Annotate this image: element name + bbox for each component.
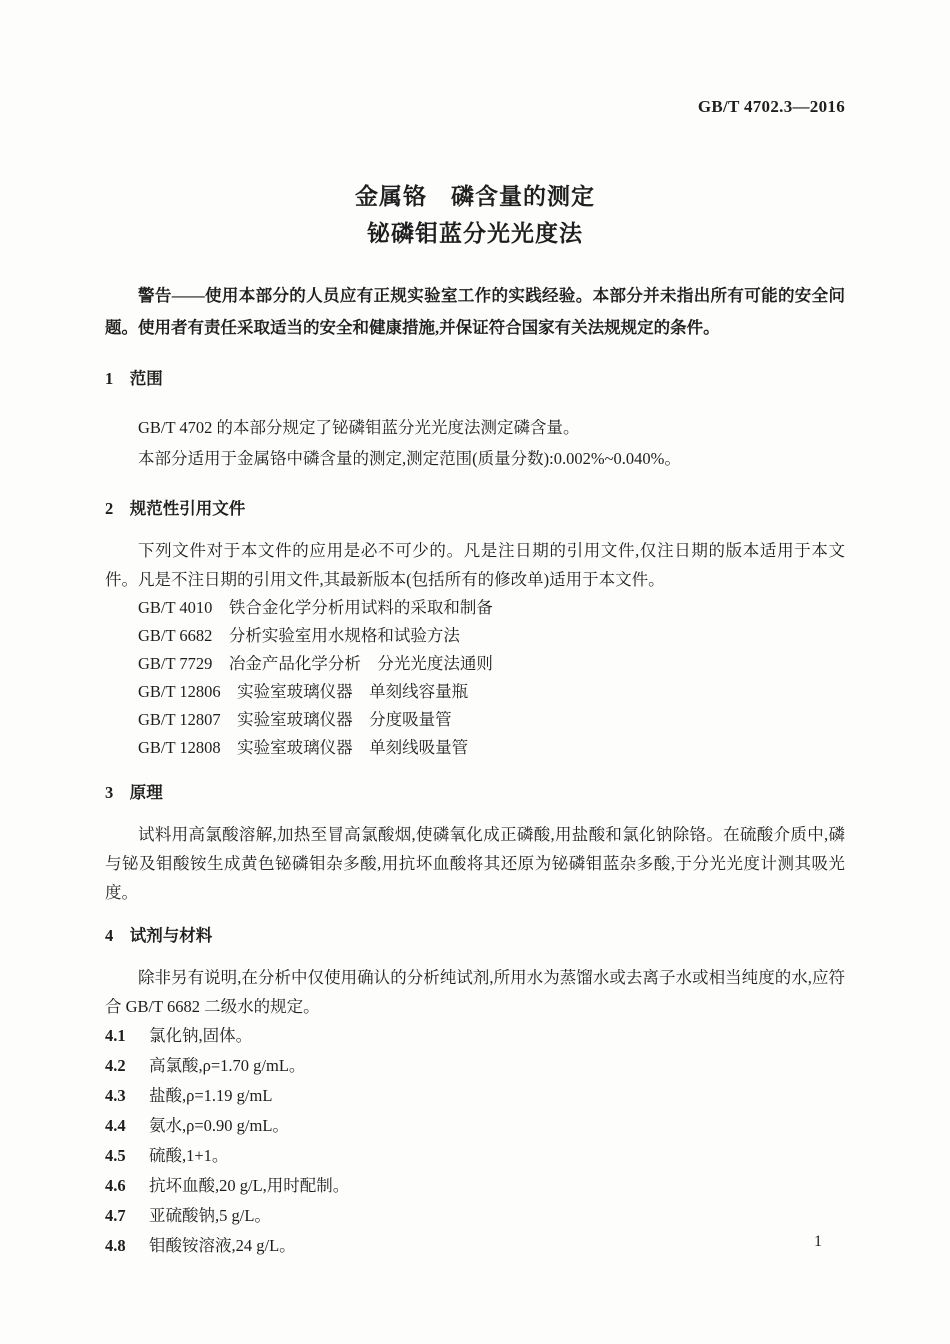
- section-2-heading: 2 规范性引用文件: [105, 499, 246, 518]
- clause-number: 4.4: [105, 1116, 126, 1135]
- clause-text: 盐酸,ρ=1.19 g/mL: [149, 1086, 273, 1105]
- clause-number: 4.7: [105, 1206, 126, 1225]
- section-2-intro: 下列文件对于本文件的应用是必不可少的。凡是注日期的引用文件,仅注日期的版本适用于本文件。凡是不注日期的引用文件,其最新版本(包括所有的修改单)适用于本文件。: [105, 541, 845, 589]
- clause-text: 亚硫酸钠,5 g/L。: [149, 1206, 271, 1225]
- warning-paragraph: 警告——使用本部分的人员应有正规实验室工作的实践经验。本部分并未指出所有可能的安全问题。使用者有责任采取适当的安全和健康措施,并保证符合国家有关法规规定的条件。: [105, 286, 845, 337]
- section-1-paragraph: 本部分适用于金属铬中磷含量的测定,测定范围(质量分数):0.002%~0.040%。: [138, 449, 681, 468]
- clause-number: 4.3: [105, 1086, 126, 1105]
- clause-text: 高氯酸,ρ=1.70 g/mL。: [149, 1056, 306, 1075]
- normative-references-list: [105, 594, 845, 762]
- section-4-heading: 4 试剂与材料: [105, 926, 213, 945]
- document-title-line2: 铋磷钼蓝分光光度法: [367, 221, 583, 246]
- reagent-item: [105, 1141, 845, 1171]
- reference-item: GB/T 7729 冶金产品化学分析 分光光度法通则: [138, 654, 493, 673]
- section-3-heading: 3 原理: [105, 783, 163, 802]
- clause-text: 抗坏血酸,20 g/L,用时配制。: [149, 1176, 350, 1195]
- section-3-paragraph: 试料用高氯酸溶解,加热至冒高氯酸烟,使磷氧化成正磷酸,用盐酸和氯化钠除铬。在硫酸介质中,磷与铋及钼酸铵生成黄色铋磷钼杂多酸,用抗坏血酸将其还原为铋磷钼蓝杂多酸,于分光光度计测其吸光度。: [105, 825, 845, 902]
- reagent-item: [105, 1231, 845, 1261]
- clause-text: 氯化钠,固体。: [149, 1026, 253, 1045]
- page-number: 1: [814, 1233, 822, 1250]
- clause-number: 4.6: [105, 1176, 126, 1195]
- section-1-heading: 1 范围: [105, 369, 163, 388]
- document-title: [105, 178, 845, 252]
- section-1-body: [105, 412, 845, 474]
- reference-item: GB/T 12807 实验室玻璃仪器 分度吸量管: [138, 710, 452, 729]
- reagent-list: [105, 1021, 845, 1261]
- reagent-item: [105, 1021, 845, 1051]
- clause-number: 4.5: [105, 1146, 126, 1165]
- standard-code: GB/T 4702.3—2016: [697, 97, 845, 116]
- reference-item: GB/T 12808 实验室玻璃仪器 单刻线吸量管: [138, 738, 469, 757]
- reagent-item: [105, 1201, 845, 1231]
- document-title-line1: 金属铬 磷含量的测定: [355, 184, 595, 209]
- section-4-intro: 除非另有说明,在分析中仅使用确认的分析纯试剂,所用水为蒸馏水或去离子水或相当纯度的水,应符合 GB/T 6682 二级水的规定。: [105, 968, 845, 1016]
- reference-item: GB/T 6682 分析实验室用水规格和试验方法: [138, 626, 460, 645]
- clause-number: 4.1: [105, 1026, 126, 1045]
- section-1-paragraph: GB/T 4702 的本部分规定了铋磷钼蓝分光光度法测定磷含量。: [138, 418, 580, 437]
- reference-item: GB/T 12806 实验室玻璃仪器 单刻线容量瓶: [138, 682, 469, 701]
- clause-text: 硫酸,1+1。: [149, 1146, 229, 1165]
- reference-item: GB/T 4010 铁合金化学分析用试料的采取和制备: [138, 598, 493, 617]
- reagent-item: [105, 1081, 845, 1111]
- reagent-item: [105, 1111, 845, 1141]
- clause-number: 4.8: [105, 1236, 126, 1255]
- clause-text: 钼酸铵溶液,24 g/L。: [149, 1236, 296, 1255]
- reagent-item: [105, 1171, 845, 1201]
- clause-number: 4.2: [105, 1056, 126, 1075]
- reagent-item: [105, 1051, 845, 1081]
- clause-text: 氨水,ρ=0.90 g/mL。: [149, 1116, 289, 1135]
